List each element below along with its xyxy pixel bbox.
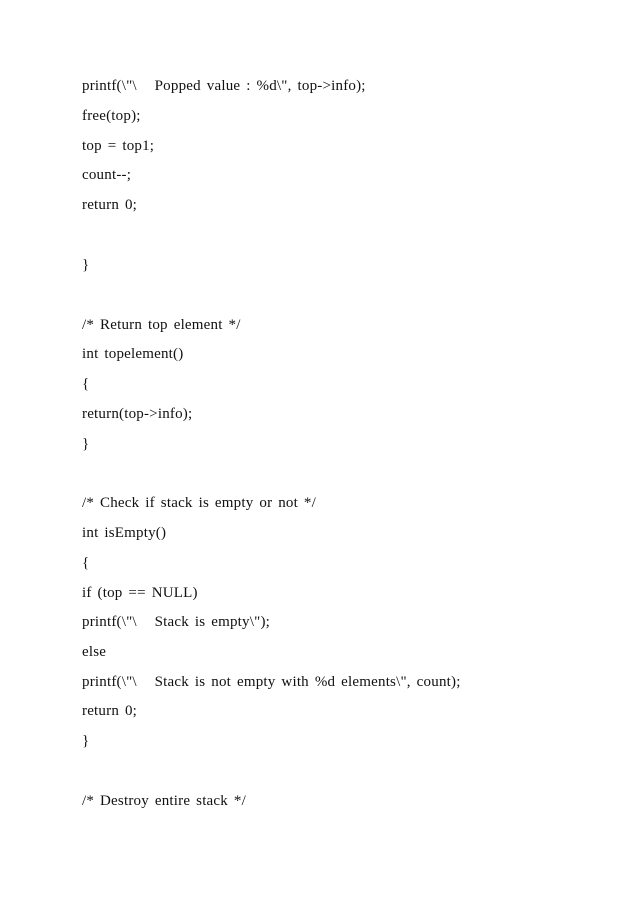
code-line: int isEmpty() <box>82 525 167 541</box>
code-line: top = top1; <box>82 138 155 154</box>
code-line: free(top); <box>82 108 141 124</box>
code-comment: /* Destroy entire stack */ <box>82 793 246 809</box>
code-line: { <box>82 376 90 392</box>
code-comment: /* Check if stack is empty or not */ <box>82 495 316 511</box>
code-line: } <box>82 257 90 273</box>
code-line: int topelement() <box>82 346 184 362</box>
code-line: return(top->info); <box>82 406 193 422</box>
code-line: { <box>82 555 90 571</box>
code-line: printf(\"\ Stack is not empty with %d elements\", count); <box>82 674 461 690</box>
code-line: } <box>82 436 90 452</box>
code-line: return 0; <box>82 703 138 719</box>
code-line: printf(\"\ Popped value : %d\", top->info); <box>82 78 366 94</box>
code-line: else <box>82 644 107 660</box>
code-line: if (top == NULL) <box>82 585 198 601</box>
code-line: printf(\"\ Stack is empty\"); <box>82 614 271 630</box>
code-line: count--; <box>82 167 132 183</box>
code-line: } <box>82 733 90 749</box>
code-line: return 0; <box>82 197 138 213</box>
code-comment: /* Return top element */ <box>82 317 241 333</box>
